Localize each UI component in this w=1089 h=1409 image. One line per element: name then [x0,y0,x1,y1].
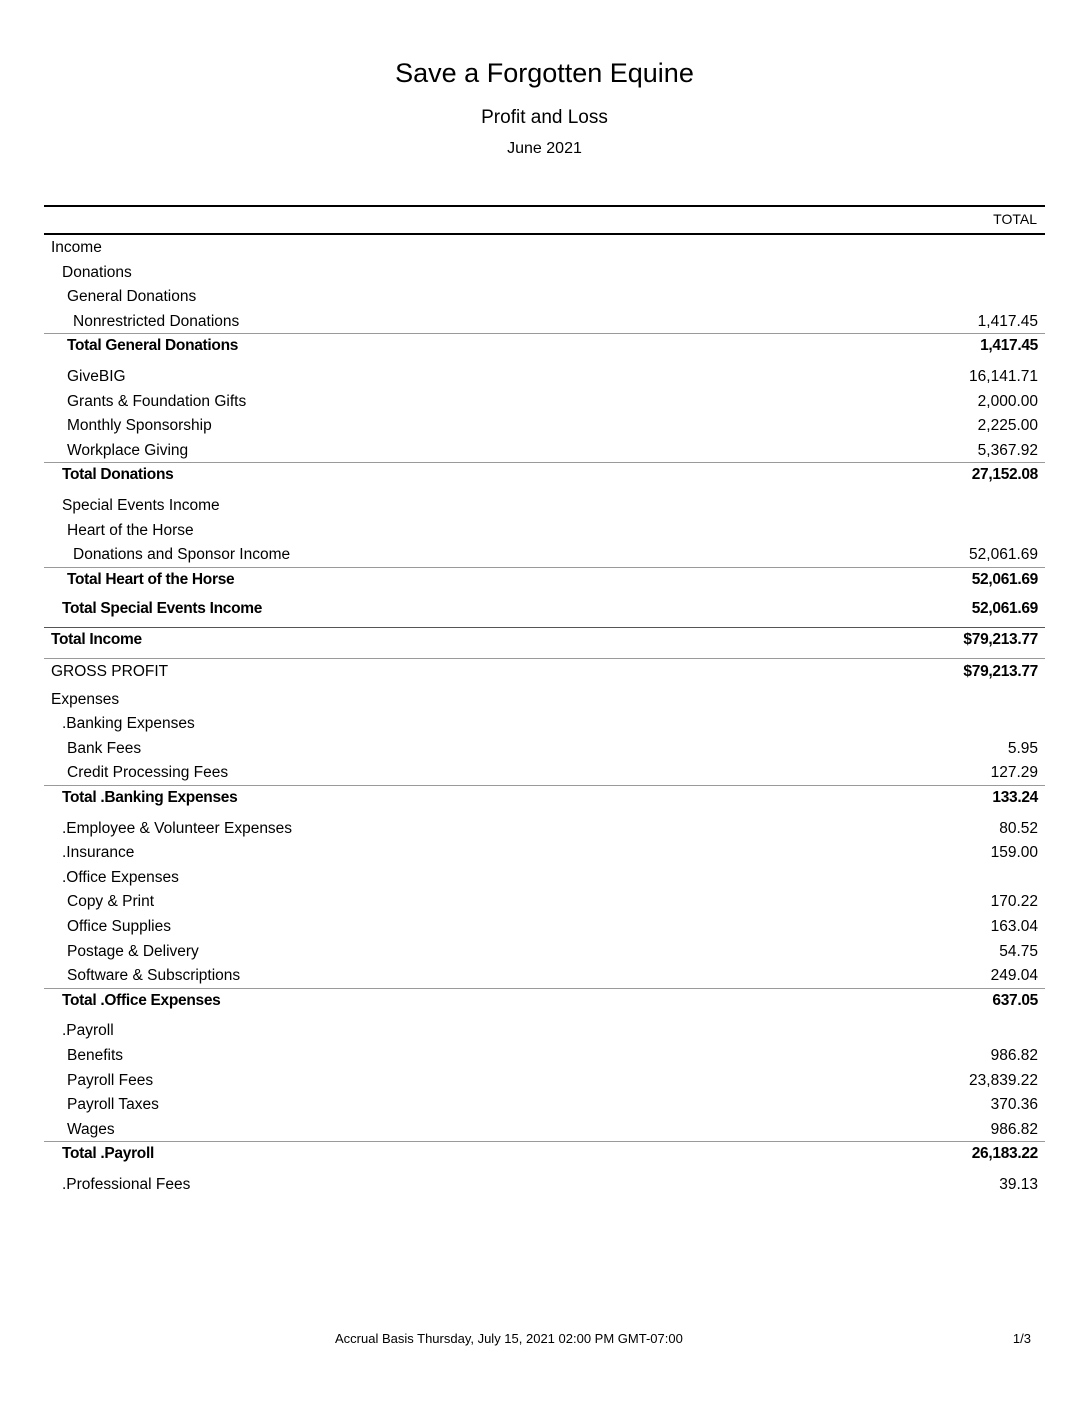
row-label: Expenses [51,690,120,708]
row-value: 249.04 [990,967,1038,985]
row-value: 1,417.45 [977,312,1038,330]
table-row [44,1068,1045,1093]
row-value: 637.05 [992,991,1038,1009]
row-label: Monthly Sponsorship [67,417,212,435]
row-value: 27,152.08 [971,466,1038,484]
row-value: 5.95 [1007,739,1038,757]
table-row [44,1172,1045,1197]
row-value: 170.22 [990,893,1038,911]
company-name: Save a Forgotten Equine [395,58,694,88]
table-total-row [44,597,1045,623]
table-row [44,1043,1045,1068]
column-header-total: TOTAL [993,211,1037,227]
row-value: 39.13 [999,1175,1038,1193]
row-value: 52,061.69 [969,546,1038,564]
row-value: 52,061.69 [971,600,1038,618]
row-value: 5,367.92 [977,441,1038,459]
profit-loss-table [44,205,1045,1197]
row-value: 159.00 [990,844,1038,862]
table-total-row [44,627,1045,654]
row-value: 986.82 [990,1120,1038,1138]
row-value: 23,839.22 [969,1071,1038,1089]
table-body [44,235,1045,1197]
table-total-row [44,1141,1045,1168]
row-label: Bank Fees [67,739,142,757]
row-label: .Insurance [62,844,135,862]
row-label: Total Special Events Income [62,600,263,618]
row-label: Office Supplies [67,918,171,936]
table-total-row [44,988,1045,1015]
row-label: Copy & Print [67,893,155,911]
table-row [44,760,1045,785]
table-row [44,687,1045,712]
row-label: Grants & Foundation Gifts [67,392,247,410]
row-label: Heart of the Horse [67,521,194,539]
table-row [44,963,1045,988]
table-total-row [44,333,1045,360]
row-label: Software & Subscriptions [67,967,241,985]
table-row [44,438,1045,463]
row-label: Total Income [51,630,142,648]
row-value: 26,183.22 [971,1145,1038,1163]
row-value: 133.24 [992,789,1038,807]
row-value: 2,000.00 [977,392,1038,410]
table-row [44,840,1045,865]
table-total-row [44,785,1045,812]
row-value: $79,213.77 [963,630,1038,648]
table-row [44,889,1045,914]
row-label: Total .Banking Expenses [62,789,238,807]
row-label: GiveBIG [67,367,126,385]
row-value: 16,141.71 [969,367,1038,385]
row-label: Total Heart of the Horse [67,570,235,588]
row-value: 52,061.69 [971,570,1038,588]
row-label: GROSS PROFIT [51,662,169,680]
table-row [44,939,1045,964]
table-row [44,914,1045,939]
row-label: Total .Payroll [62,1145,154,1163]
table-row [44,284,1045,309]
table-row [44,711,1045,736]
row-value: 127.29 [990,764,1038,782]
row-label: Postage & Delivery [67,942,199,960]
table-row [44,865,1045,890]
report-period: June 2021 [507,140,582,157]
table-row [44,658,1045,684]
row-value: 986.82 [990,1047,1038,1064]
row-label: .Employee & Volunteer Expenses [62,819,293,837]
row-label: Total General Donations [67,337,239,355]
table-row [44,816,1045,841]
row-value: 1,417.45 [980,337,1038,355]
row-label: Workplace Giving [67,441,189,459]
table-row [44,260,1045,285]
table-row [44,493,1045,518]
row-label: Income [51,239,102,256]
row-value: 80.52 [999,819,1038,837]
row-value: 370.36 [990,1096,1038,1114]
row-label: Payroll Fees [67,1071,154,1089]
table-total-row [44,567,1045,594]
table-row [44,235,1045,260]
row-label: .Payroll [62,1022,114,1040]
table-row [44,518,1045,543]
footer-basis-timestamp: Accrual Basis Thursday, July 15, 2021 02:00 PM GMT-07:00 [335,1331,683,1346]
row-label: Benefits [67,1047,124,1064]
row-label: .Professional Fees [62,1175,191,1193]
table-row [44,364,1045,389]
row-label: Donations [62,263,132,281]
row-label: .Banking Expenses [62,715,195,733]
row-label: Payroll Taxes [67,1096,159,1114]
row-value: 163.04 [990,918,1038,936]
column-header-row [44,207,1045,235]
table-row [44,309,1045,334]
row-label: Wages [67,1120,115,1138]
table-row [44,736,1045,761]
row-value: 2,225.00 [977,417,1038,435]
row-label: General Donations [67,288,197,306]
table-row [44,413,1045,438]
row-label: Credit Processing Fees [67,764,229,782]
table-row [44,542,1045,567]
table-row [44,389,1045,414]
table-row [44,1092,1045,1117]
row-label: Nonrestricted Donations [73,312,240,330]
row-value: $79,213.77 [963,662,1038,680]
row-label: .Office Expenses [62,868,179,886]
row-label: Donations and Sponsor Income [73,546,291,564]
row-label: Special Events Income [62,496,220,514]
footer-page-number: 1/3 [1012,1331,1031,1346]
row-label: Total .Office Expenses [62,991,221,1009]
row-value: 54.75 [999,942,1038,960]
report-title: Profit and Loss [481,107,608,128]
row-label: Total Donations [62,466,174,484]
table-row [44,1117,1045,1142]
table-total-row [44,462,1045,489]
table-row [44,1018,1045,1043]
